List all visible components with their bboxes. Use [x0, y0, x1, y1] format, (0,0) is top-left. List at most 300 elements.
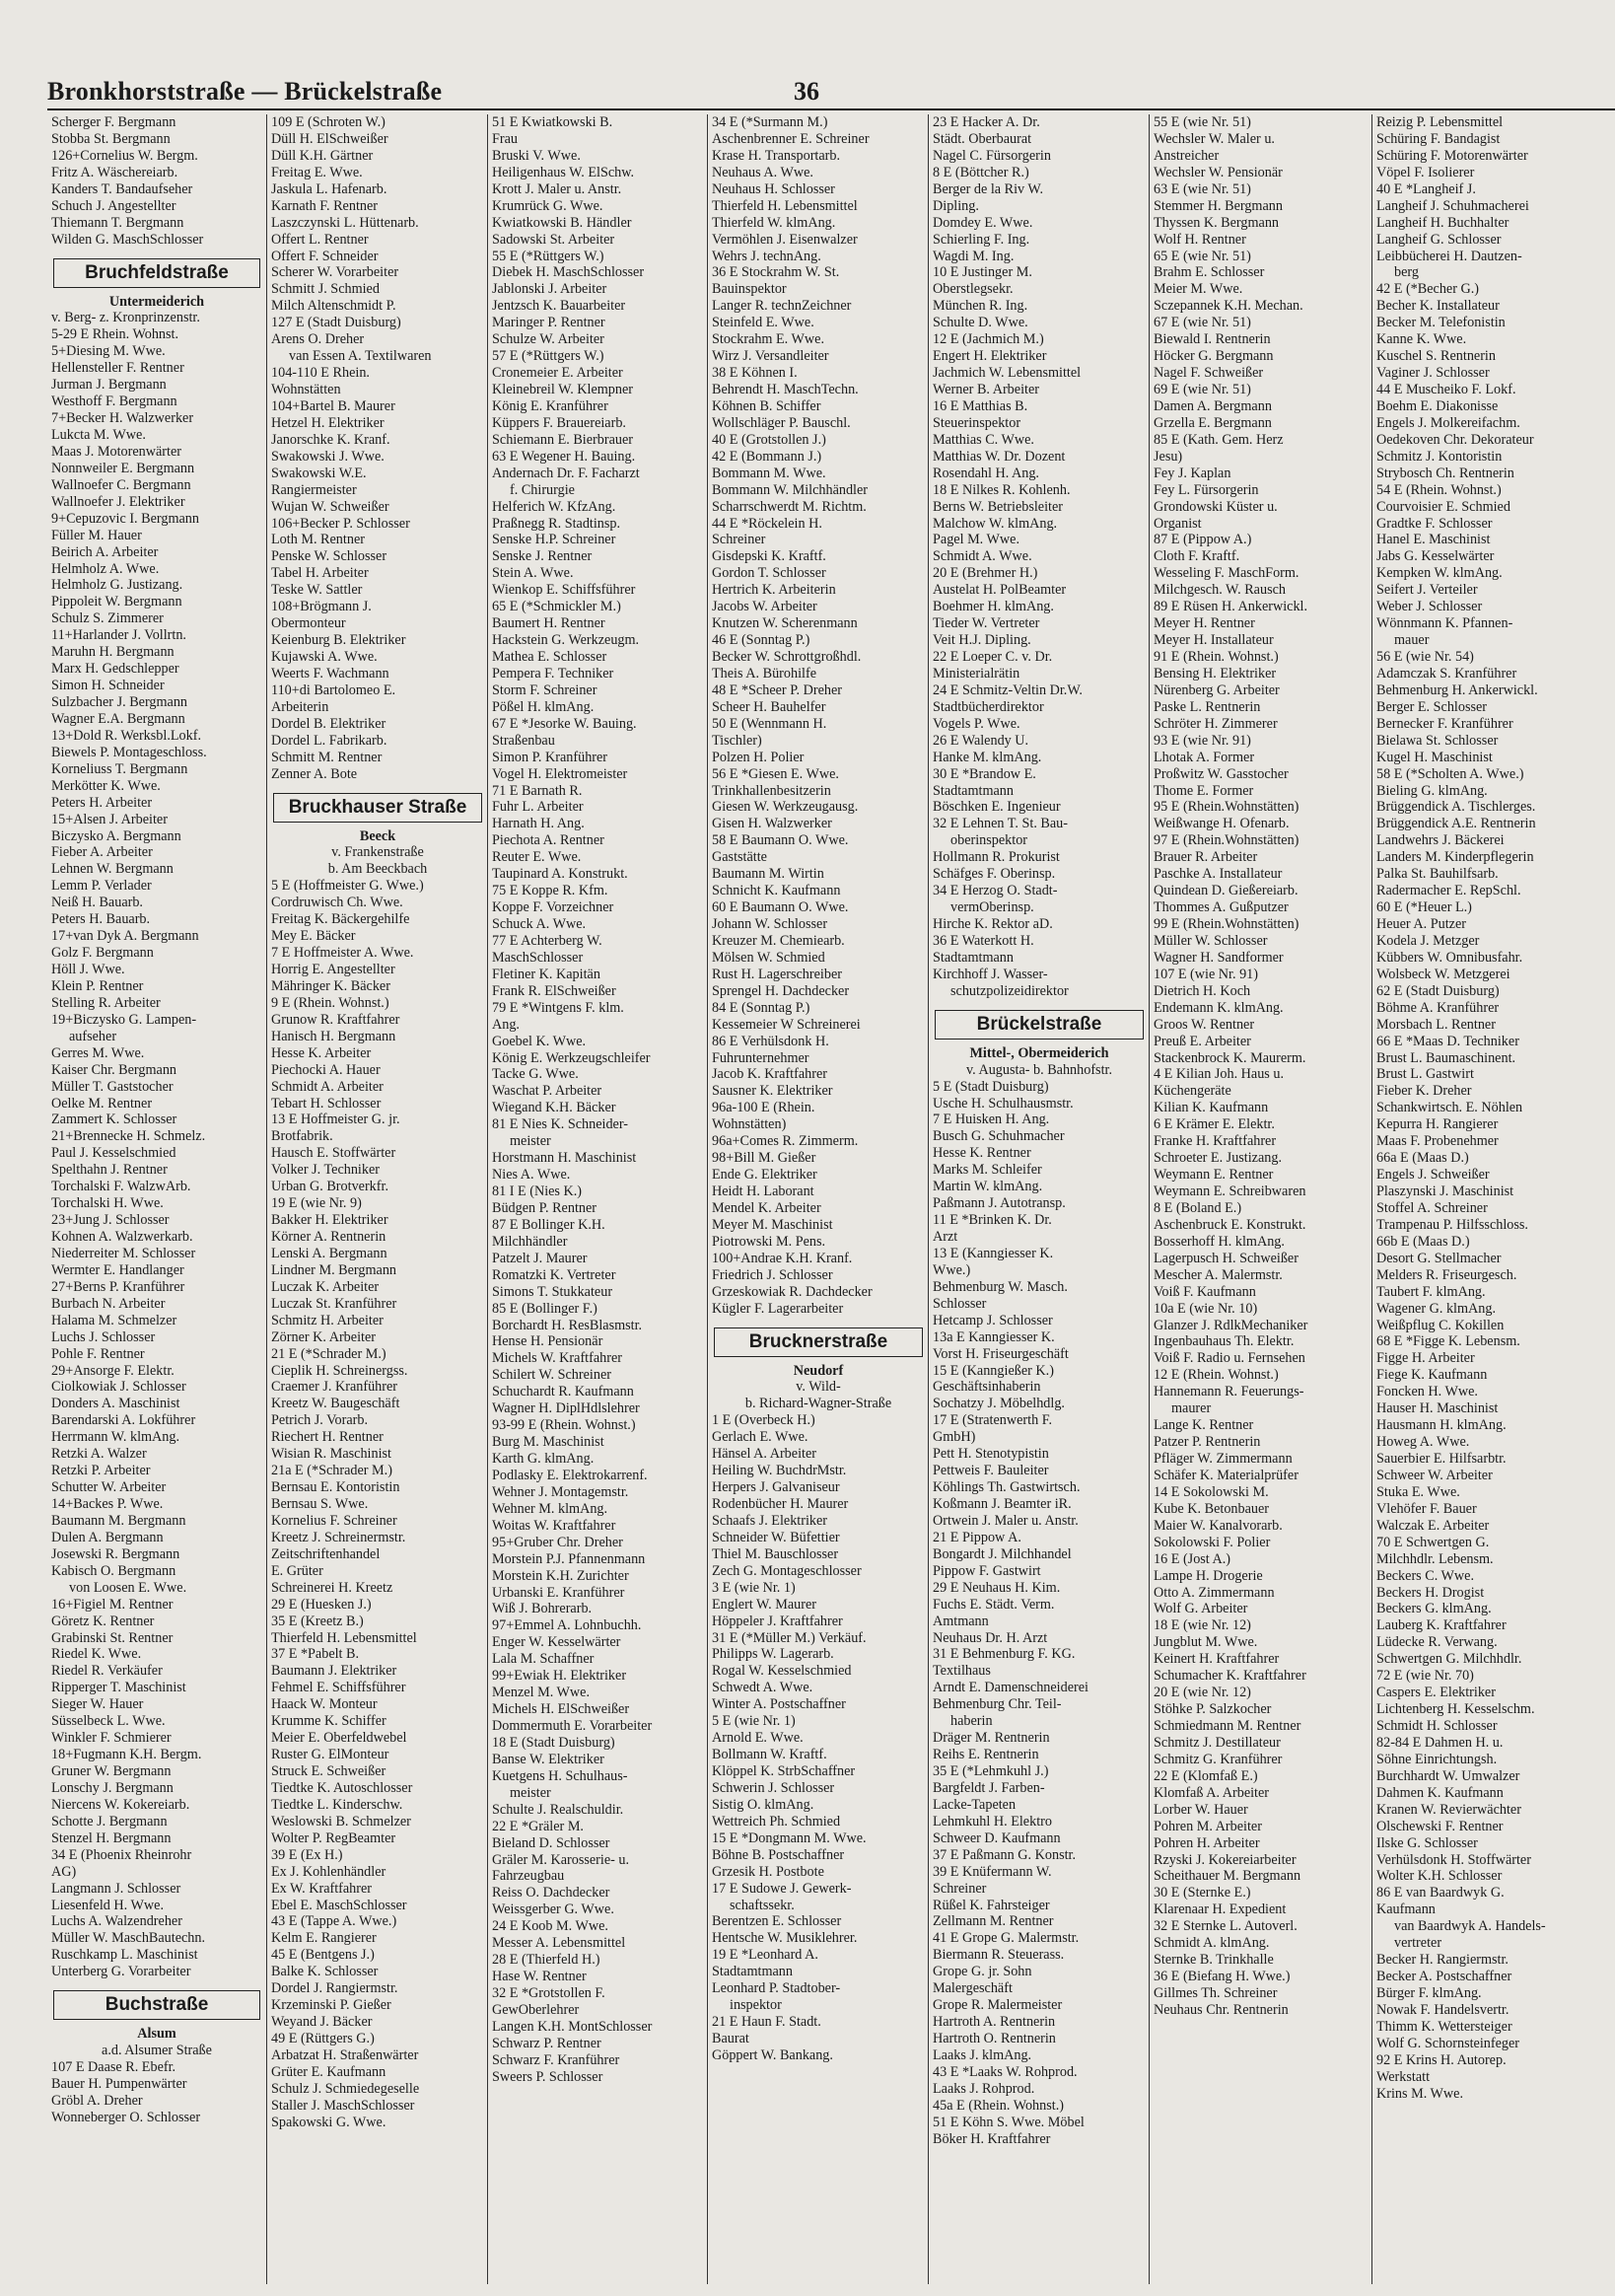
- directory-entry: Jachmich W. Lebensmittel: [933, 365, 1082, 382]
- street-heading: Bruckhauser Straße: [273, 793, 482, 823]
- directory-entry: 70 E Schwertgen G.: [1376, 1534, 1490, 1550]
- directory-entry: Lala M. Schaffner: [492, 1651, 595, 1668]
- directory-entry: Biewels P. Montageschloss.: [51, 744, 207, 760]
- directory-entry: Schwarz F. Kranführer: [492, 2051, 620, 2068]
- directory-entry: Tiedtke K. Autoschlosser: [271, 1779, 413, 1796]
- directory-entry: 21 E Pippow A.: [933, 1529, 1021, 1545]
- directory-entry: 18+Fugmann K.H. Bergm.: [51, 1747, 202, 1763]
- street-heading: Brucknerstraße: [714, 1327, 923, 1357]
- directory-entry: Michels W. Kraftfahrer: [492, 1350, 622, 1367]
- directory-entry: Langheif H. Buchhalter: [1376, 214, 1510, 231]
- directory-entry: Karnath F. Rentner: [271, 197, 378, 214]
- directory-entry: Hänsel A. Arbeiter: [712, 1446, 816, 1463]
- directory-entry: Schwarz P. Rentner: [492, 2035, 601, 2051]
- directory-entry: Straßenbau: [492, 732, 555, 749]
- header-title: Bronkhorststraße — Brückelstraße: [47, 77, 443, 106]
- column-1: [47, 114, 266, 2284]
- directory-entry: Riedel R. Verkäufer: [51, 1663, 163, 1680]
- directory-entry: Mescher A. Malermstr.: [1154, 1266, 1283, 1283]
- directory-entry: Koßmann J. Beamter iR.: [933, 1496, 1072, 1512]
- directory-entry: Andernach Dr. F. Facharzt: [492, 465, 640, 481]
- directory-entry: Ruschkamp L. Maschinist: [51, 1947, 198, 1964]
- directory-entry: Behmenburg H. Ankerwickl.: [1376, 682, 1538, 698]
- directory-entry: Pippow F. Gastwirt: [933, 1562, 1041, 1579]
- directory-entry: Kohnen A. Walzwerkarb.: [51, 1229, 193, 1245]
- directory-entry: Kodela J. Metzger: [1376, 932, 1480, 949]
- directory-entry: Matthias W. Dr. Dozent: [933, 448, 1066, 465]
- directory-entry: Sulzbacher J. Bergmann: [51, 694, 188, 710]
- directory-entry: 48 E *Scheer P. Dreher: [712, 682, 842, 698]
- directory-entry: Simon H. Schneider: [51, 678, 165, 694]
- directory-entry: Füller M. Hauer: [51, 527, 142, 543]
- directory-entry: Kabisch O. Bergmann: [51, 1562, 176, 1579]
- directory-entry: Gillmes Th. Schreiner: [1154, 1985, 1278, 2001]
- directory-entry: Harnath H. Ang.: [492, 816, 585, 832]
- directory-entry: 67 E *Jesorke W. Bauing.: [492, 715, 637, 732]
- directory-entry: 66a E (Maas D.): [1376, 1150, 1469, 1167]
- directory-entry: 17+van Dyk A. Bergmann: [51, 928, 199, 945]
- directory-entry: Schmitt J. Schmied: [271, 281, 380, 298]
- directory-entry: Schotte J. Bergmann: [51, 1813, 168, 1830]
- directory-entry: Wechsler W. Pensionär: [1154, 164, 1283, 180]
- directory-entry: 13 E (Kanngiesser K.: [933, 1245, 1054, 1261]
- directory-entry: Groos W. Rentner: [1154, 1016, 1255, 1033]
- directory-entry: Weymann E. Schreibwaren: [1154, 1184, 1306, 1199]
- directory-entry: Lukcta M. Wwe.: [51, 427, 146, 443]
- directory-entry: Gröbl A. Dreher: [51, 2092, 143, 2109]
- directory-entry: Bakker H. Elektriker: [271, 1212, 388, 1229]
- directory-entry: Brotfabrik.: [271, 1128, 333, 1145]
- directory-entry: Adamczak S. Kranführer: [1376, 665, 1517, 682]
- directory-entry: 21+Brennecke H. Schmelz.: [51, 1128, 206, 1145]
- directory-entry: König E. Werkzeugschleifer: [492, 1049, 651, 1066]
- directory-entry: Menzel M. Wwe.: [492, 1685, 591, 1701]
- directory-entry: Thimm K. Wettersteiger: [1376, 2018, 1512, 2035]
- directory-entry: Damen A. Bergmann: [1154, 397, 1272, 414]
- directory-entry: Göppert W. Bankang.: [712, 2046, 833, 2063]
- directory-entry: Torchalski F. WalzwArb.: [51, 1179, 191, 1195]
- directory-entry: Luchs A. Walzendreher: [51, 1913, 182, 1930]
- header-rule: [47, 108, 1615, 110]
- directory-entry: Torchalski H. Wwe.: [51, 1195, 164, 1212]
- directory-entry: van Essen A. Textilwaren: [289, 348, 432, 365]
- directory-entry: Bieland D. Schlosser: [492, 1834, 610, 1851]
- directory-entry: Schreiner: [712, 532, 766, 548]
- directory-entry: 67 E (wie Nr. 51): [1154, 315, 1251, 331]
- directory-entry: Patzelt J. Maurer: [492, 1250, 588, 1266]
- directory-entry: Nagel F. Schweißer: [1154, 365, 1264, 382]
- directory-entry: Meyer H. Rentner: [1154, 615, 1255, 632]
- directory-entry: Hentsche W. Musiklehrer.: [712, 1930, 858, 1947]
- directory-entry: Bielawa St. Schlosser: [1376, 732, 1499, 749]
- directory-entry: Weber J. Schlosser: [1376, 599, 1483, 615]
- directory-entry: 13a E Kanngiesser K.: [933, 1328, 1055, 1345]
- directory-entry: Storm F. Schreiner: [492, 682, 597, 698]
- directory-entry: Offert L. Rentner: [271, 231, 369, 248]
- directory-entry: Lauberg K. Kraftfahrer: [1376, 1617, 1507, 1634]
- directory-entry: Schüring F. Motorenwärter: [1376, 147, 1528, 164]
- directory-entry: Weyand J. Bäcker: [271, 2014, 373, 2031]
- directory-entry: Urbanski E. Kranführer: [492, 1584, 625, 1601]
- directory-entry: 87 E (Pippow A.): [1154, 532, 1252, 548]
- directory-entry: Radermacher E. RepSchl.: [1376, 883, 1521, 899]
- directory-entry: Rodenbücher H. Maurer: [712, 1496, 849, 1512]
- directory-entry: vertreter: [1394, 1935, 1442, 1952]
- directory-entry: Maas J. Motorenwärter: [51, 443, 181, 460]
- directory-entry: 85 E (Bollinger F.): [492, 1300, 597, 1317]
- directory-entry: Milchgesch. W. Rausch: [1154, 582, 1286, 599]
- directory-entry: Tiedtke L. Kinderschw.: [271, 1796, 403, 1813]
- directory-entry: Schmitz G. Kranführer: [1154, 1751, 1283, 1767]
- directory-entry: Figge H. Arbeiter: [1376, 1350, 1475, 1367]
- directory-entry: Beckers C. Wwe.: [1376, 1567, 1475, 1584]
- directory-entry: Hirche K. Rektor aD.: [933, 916, 1053, 932]
- directory-entry: Oedekoven Chr. Dekorateur: [1376, 431, 1534, 448]
- directory-entry: Lemm P. Verlader: [51, 878, 152, 895]
- directory-entry: Vaginer J. Schlosser: [1376, 365, 1490, 382]
- directory-entry: 87 E Bollinger K.H.: [492, 1216, 605, 1233]
- directory-entry: Küppers F. Brauereiarb.: [492, 414, 626, 431]
- directory-entry: Wagdi M. Ing.: [933, 248, 1015, 264]
- directory-entry: 86 E Verhülsdonk H.: [712, 1033, 829, 1049]
- directory-entry: Schäfges F. Oberinsp.: [933, 866, 1056, 883]
- directory-entry: Burbach N. Arbeiter: [51, 1295, 166, 1312]
- directory-entry: 58 E (*Scholten A. Wwe.): [1376, 765, 1524, 782]
- directory-entry: Oberstlegsekr.: [933, 281, 1014, 298]
- directory-entry: Ruster G. ElMonteur: [271, 1747, 389, 1763]
- directory-entry: Westhoff F. Bergmann: [51, 394, 177, 410]
- directory-entry: 3 E (wie Nr. 1): [712, 1579, 796, 1596]
- directory-entry: Fiege K. Kaufmann: [1376, 1367, 1488, 1384]
- district-label: Mittel-, Obermeiderich: [969, 1044, 1109, 1061]
- directory-entry: Schuch J. Angestellter: [51, 197, 176, 214]
- directory-entry: Halama M. Schmelzer: [51, 1312, 177, 1328]
- directory-entry: Schulte J. Realschuldir.: [492, 1801, 624, 1818]
- directory-entry: Reihs E. Rentnerin: [933, 1747, 1039, 1763]
- directory-entry: Küchengeräte: [1154, 1083, 1231, 1100]
- directory-entry: Hartroth O. Rentnerin: [933, 2031, 1056, 2046]
- directory-entry: Praßnegg R. Stadtinsp.: [492, 515, 621, 532]
- directory-entry: Höcker G. Bergmann: [1154, 348, 1274, 365]
- directory-entry: 26 E Walendy U.: [933, 732, 1029, 749]
- directory-entry: Landwehrs J. Bäckerei: [1376, 832, 1505, 849]
- directory-entry: 16 E (Jost A.): [1154, 1550, 1231, 1567]
- directory-entry: Volker J. Techniker: [271, 1162, 380, 1179]
- directory-entry: Trinkhallenbesitzerin: [712, 782, 831, 799]
- directory-entry: 36 E Waterkott H.: [933, 932, 1034, 949]
- directory-entry: 11+Harlander J. Vollrtn.: [51, 627, 186, 644]
- directory-entry: 17 E Sudowe J. Gewerk-: [712, 1880, 852, 1897]
- directory-entry: Spelthahn J. Rentner: [51, 1162, 168, 1179]
- directory-entry: 19 E (wie Nr. 9): [271, 1195, 362, 1212]
- directory-entry: schaftssekr.: [730, 1897, 795, 1913]
- directory-entry: Nonnweiler E. Bergmann: [51, 460, 195, 476]
- directory-entry: Grzeskowiak R. Dachdecker: [712, 1283, 873, 1300]
- directory-entry: Wienkop E. Schiffsführer: [492, 582, 636, 599]
- directory-entry: Kuschel S. Rentnerin: [1376, 348, 1496, 365]
- directory-entry: Lüdecke R. Verwang.: [1376, 1634, 1498, 1651]
- directory-entry: Fey L. Fürsorgerin: [1154, 481, 1259, 498]
- directory-entry: 10a E (wie Nr. 10): [1154, 1300, 1258, 1317]
- directory-entry: Langen K.H. MontSchlosser: [492, 2018, 653, 2035]
- directory-entry: 51 E Kwiatkowski B.: [492, 114, 613, 130]
- directory-entry: Matthias C. Wwe.: [933, 431, 1034, 448]
- directory-entry: Lindner M. Bergmann: [271, 1261, 397, 1278]
- directory-entry: Kepurra H. Rangierer: [1376, 1116, 1499, 1133]
- directory-entry: 14+Backes P. Wwe.: [51, 1496, 164, 1512]
- directory-entry: 58 E Baumann O. Wwe.: [712, 832, 849, 849]
- directory-entry: Brüggendick A.E. Rentnerin: [1376, 816, 1536, 832]
- directory-entry: 31 E Behmenburg F. KG.: [933, 1646, 1076, 1663]
- directory-entry: mauer: [1394, 632, 1430, 649]
- directory-entry: Vermöhlen J. Eisenwalzer: [712, 231, 858, 248]
- directory-entry: f. Chirurgie: [510, 481, 575, 498]
- directory-entry: Maier W. Kanalvorarb.: [1154, 1517, 1283, 1534]
- directory-entry: Kranen W. Revierwächter: [1376, 1801, 1521, 1818]
- directory-entry: Dräger M. Rentnerin: [933, 1730, 1050, 1747]
- directory-entry: Bosserhoff H. klmAng.: [1154, 1233, 1285, 1250]
- directory-entry: Biermann R. Steuerass.: [933, 1947, 1065, 1964]
- directory-entry: Pohren H. Arbeiter: [1154, 1834, 1260, 1851]
- directory-entry: König E. Kranführer: [492, 397, 608, 414]
- directory-entry: Dulen A. Bergmann: [51, 1529, 164, 1545]
- directory-entry: Aschenbruck E. Konstrukt.: [1154, 1216, 1306, 1233]
- directory-entry: 29+Ansorge F. Elektr.: [51, 1362, 175, 1379]
- directory-entry: Schmiedmann M. Rentner: [1154, 1718, 1301, 1734]
- directory-entry: Landers M. Kinderpflegerin: [1376, 849, 1534, 866]
- directory-entry: Kessemeier W Schreinerei: [712, 1016, 861, 1033]
- directory-entry: 24 E Koob M. Wwe.: [492, 1918, 608, 1935]
- directory-entry: 42 E (*Becher G.): [1376, 281, 1480, 298]
- directory-entry: Melders R. Friseurgesch.: [1376, 1266, 1517, 1283]
- directory-entry: Schmidt A. klmAng.: [1154, 1935, 1270, 1952]
- directory-entry: Wehner M. klmAng.: [492, 1500, 608, 1517]
- directory-entry: 45a E (Rhein. Wohnst.): [933, 2097, 1064, 2114]
- directory-entry: 5 E (wie Nr. 1): [712, 1713, 796, 1730]
- directory-entry: 18 E (wie Nr. 12): [1154, 1617, 1251, 1634]
- directory-entry: Otto A. Zimmermann: [1154, 1584, 1275, 1601]
- directory-entry: Aschenbrenner E. Schreiner: [712, 130, 870, 147]
- directory-entry: Berns W. Betriebsleiter: [933, 498, 1063, 515]
- directory-entry: Sczepannek K.H. Mechan.: [1154, 298, 1303, 315]
- directory-entry: 77 E Achterberg W.: [492, 932, 602, 949]
- directory-entry: 23+Jung J. Schlosser: [51, 1212, 170, 1229]
- directory-entry: 41 E Grope G. Malermstr.: [933, 1930, 1080, 1947]
- directory-entry: Golz F. Bergmann: [51, 945, 154, 962]
- directory-entry: Kaiser Chr. Bergmann: [51, 1061, 177, 1078]
- directory-entry: Tieder W. Vertreter: [933, 615, 1040, 632]
- directory-entry: Kugel H. Maschinist: [1376, 749, 1493, 765]
- directory-entry: Baumann J. Elektriker: [271, 1663, 397, 1680]
- directory-entry: Donders A. Maschinist: [51, 1396, 180, 1412]
- directory-entry: Süsselbeck L. Wwe.: [51, 1713, 166, 1730]
- directory-entry: Boehm E. Diakonisse: [1376, 397, 1499, 414]
- directory-entry: Korneliuss T. Bergmann: [51, 760, 188, 777]
- directory-entry: 11 E *Brinken K. Dr.: [933, 1212, 1052, 1229]
- directory-entry: Urban G. Brotverkfr.: [271, 1179, 388, 1195]
- directory-entry: 46 E (Sonntag P.): [712, 632, 810, 649]
- directory-entry: 91 E (Rhein. Wohnst.): [1154, 649, 1279, 665]
- directory-entry: Wallnoefer C. Bergmann: [51, 476, 191, 493]
- directory-entry: Gradtke F. Schlosser: [1376, 515, 1493, 532]
- directory-entry: Ortwein J. Maler u. Anstr.: [933, 1512, 1079, 1529]
- directory-entry: Reuter E. Wwe.: [492, 849, 582, 866]
- page-header: [47, 77, 1615, 107]
- directory-entry: Pößel H. klmAng.: [492, 698, 595, 715]
- directory-entry: Morstein P.J. Pfannenmann: [492, 1550, 646, 1567]
- directory-entry: Klomfaß A. Arbeiter: [1154, 1784, 1270, 1801]
- directory-entry: 4 E Kilian Joh. Haus u.: [1154, 1066, 1285, 1083]
- directory-entry: Peters H. Bauarb.: [51, 911, 151, 928]
- directory-entry: Luczak K. Arbeiter: [271, 1278, 380, 1295]
- directory-entry: Staller J. MaschSchlosser: [271, 2097, 415, 2114]
- directory-entry: Meier M. Wwe.: [1154, 281, 1243, 298]
- directory-entry: Kuetgens H. Schulhaus-: [492, 1767, 628, 1784]
- street-range-label: v. Wild-: [796, 1379, 841, 1396]
- directory-entry: Liesenfeld H. Wwe.: [51, 1897, 164, 1913]
- directory-entry: Endemann K. klmAng.: [1154, 999, 1284, 1016]
- directory-entry: Böker H. Kraftfahrer: [933, 2130, 1051, 2147]
- directory-entry: Stemmer H. Bergmann: [1154, 197, 1283, 214]
- directory-entry: Krott J. Maler u. Anstr.: [492, 180, 622, 197]
- directory-entry: Göretz K. Rentner: [51, 1613, 155, 1629]
- directory-entry: Thiel M. Bauschlosser: [712, 1545, 839, 1562]
- directory-entry: Winkler F. Schmierer: [51, 1730, 172, 1747]
- directory-entry: Neuhaus Dr. H. Arzt: [933, 1629, 1048, 1646]
- directory-entry: Steuerinspektor: [933, 414, 1021, 431]
- directory-entry: 99 E (Rhein.Wohnstätten): [1154, 916, 1299, 932]
- directory-entry: Schmidt A. Arbeiter: [271, 1078, 384, 1095]
- directory-entry: Reiss O. Dachdecker: [492, 1885, 610, 1901]
- directory-entry: Fletiner K. Kapitän: [492, 966, 600, 982]
- directory-entry: Stadtamtmann: [933, 782, 1014, 799]
- directory-entry: Schuchardt R. Kaufmann: [492, 1384, 634, 1400]
- directory-entry: Proßwitz W. Gasstocher: [1154, 765, 1289, 782]
- directory-entry: Haack W. Monteur: [271, 1696, 378, 1713]
- directory-entry: Taubert F. klmAng.: [1376, 1283, 1486, 1300]
- directory-entry: Fuchs E. Städt. Verm.: [933, 1596, 1055, 1613]
- directory-entry: Becker M. Telefonistin: [1376, 315, 1506, 331]
- directory-entry: 21a E (*Schrader M.): [271, 1463, 392, 1479]
- directory-entry: Berentzen E. Schlosser: [712, 1913, 842, 1930]
- directory-entry: Schwedt A. Wwe.: [712, 1680, 813, 1696]
- directory-entry: Sistig O. klmAng.: [712, 1796, 814, 1813]
- directory-entry: Sternke B. Trinkhalle: [1154, 1952, 1274, 1969]
- directory-entry: Fritz A. Wäschereiarb.: [51, 164, 178, 180]
- directory-entry: Piechota A. Rentner: [492, 832, 604, 849]
- directory-entry: Thiemann T. Bergmann: [51, 214, 184, 231]
- directory-entry: Reizig P. Lebensmittel: [1376, 114, 1504, 130]
- directory-entry: Schmitz H. Arbeiter: [271, 1312, 384, 1328]
- directory-entry: Berger de la Riv W.: [933, 180, 1044, 197]
- directory-entry: maurer: [1171, 1400, 1212, 1417]
- directory-entry: vermOberinsp.: [950, 899, 1034, 916]
- directory-entry: Schierling F. Ing.: [933, 231, 1030, 248]
- directory-entry: 7 E Huisken H. Ang.: [933, 1112, 1050, 1128]
- directory-entry: AG): [51, 1863, 77, 1880]
- directory-entry: 50 E (Wennmann H.: [712, 715, 827, 732]
- directory-entry: Köhlings Th. Gastwirtsch.: [933, 1479, 1081, 1496]
- directory-entry: Biczysko A. Bergmann: [51, 827, 181, 844]
- directory-entry: E. Grüter: [271, 1562, 323, 1579]
- directory-entry: Düll H. ElSchweißer: [271, 130, 388, 147]
- directory-entry: Ex J. Kohlenhändler: [271, 1863, 386, 1880]
- directory-entry: Thierfeld H. Lebensmittel: [271, 1629, 417, 1646]
- directory-entry: Courvoisier E. Schmied: [1376, 498, 1510, 515]
- directory-entry: Neiß H. Bauarb.: [51, 895, 143, 911]
- directory-entry: GewOberlehrer: [492, 2001, 580, 2018]
- directory-entry: Thyssen K. Bergmann: [1154, 214, 1280, 231]
- directory-entry: Domdey E. Wwe.: [933, 214, 1033, 231]
- directory-entry: Neuhaus H. Schlosser: [712, 180, 835, 197]
- directory-entry: 5 E (Stadt Duisburg): [933, 1078, 1049, 1095]
- directory-entry: Bernecker F. Kranführer: [1376, 715, 1513, 732]
- directory-entry: Behrendt H. MaschTechn.: [712, 382, 859, 397]
- directory-entry: 17 E (Stratenwerth F.: [933, 1412, 1053, 1429]
- directory-entry: Werkstatt: [1376, 2068, 1431, 2085]
- directory-entry: Rust H. Lagerschreiber: [712, 966, 842, 982]
- directory-entry: Cieplik H. Schreinergss.: [271, 1362, 408, 1379]
- directory-entry: Wirz J. Versandleiter: [712, 348, 829, 365]
- directory-entry: Thome E. Former: [1154, 782, 1254, 799]
- directory-entry: Josewski R. Bergmann: [51, 1545, 180, 1562]
- directory-entry: 32 E Sternke L. Autoverl.: [1154, 1918, 1298, 1935]
- directory-entry: Woitas W. Kraftfahrer: [492, 1517, 616, 1534]
- directory-entry: von Loosen E. Wwe.: [69, 1579, 187, 1596]
- directory-entry: Hense H. Pensionär: [492, 1333, 603, 1350]
- directory-entry: Luchs J. Schlosser: [51, 1328, 156, 1345]
- directory-entry: Nürenberg G. Arbeiter: [1154, 682, 1280, 698]
- directory-entry: 35 E (Kreetz B.): [271, 1613, 364, 1629]
- column-3: [487, 114, 708, 2284]
- directory-entry: Marx H. Gedschlepper: [51, 661, 179, 678]
- directory-entry: Ilske G. Schlosser: [1376, 1834, 1478, 1851]
- directory-entry: 49 E (Rüttgers G.): [271, 2031, 375, 2046]
- directory-entry: Textilhaus: [933, 1663, 991, 1680]
- directory-entry: Rogal W. Kesselschmied: [712, 1663, 852, 1680]
- directory-entry: Paschke A. Installateur: [1154, 866, 1283, 883]
- directory-entry: Ang.: [492, 1016, 520, 1033]
- directory-entry: Weißwange H. Ofenarb.: [1154, 816, 1290, 832]
- directory-entry: 54 E (Rhein. Wohnst.): [1376, 481, 1502, 498]
- directory-entry: 39 E (Ex H.): [271, 1846, 343, 1863]
- directory-entry: Podlasky E. Elektrokarrenf.: [492, 1467, 648, 1483]
- directory-entry: Steinfeld E. Wwe.: [712, 315, 814, 331]
- directory-entry: Senske H.P. Schreiner: [492, 532, 616, 548]
- directory-entry: Kelm E. Rangierer: [271, 1930, 377, 1947]
- directory-entry: Wettreich Ph. Schmied: [712, 1813, 841, 1830]
- directory-entry: Weissgerber G. Wwe.: [492, 1901, 614, 1918]
- directory-entry: Klöppel K. StrbSchaffner: [712, 1763, 856, 1779]
- directory-entry: Kujawski A. Wwe.: [271, 649, 378, 665]
- directory-entry: Enger W. Kesselwärter: [492, 1634, 621, 1651]
- directory-entry: Sieger W. Hauer: [51, 1696, 144, 1713]
- directory-entry: Nagel C. Fürsorgerin: [933, 147, 1051, 164]
- directory-entry: Frank R. ElSchweißer: [492, 982, 616, 999]
- directory-entry: Englert W. Maurer: [712, 1596, 816, 1613]
- directory-entry: Schreinerei H. Kreetz: [271, 1579, 393, 1596]
- directory-entry: Retzki A. Walzer: [51, 1446, 147, 1463]
- directory-entry: Lehmkuhl H. Elektro: [933, 1813, 1052, 1830]
- directory-entry: 31 E (*Müller M.) Verkäuf.: [712, 1629, 867, 1646]
- directory-entry: 110+di Bartolomeo E.: [271, 682, 396, 698]
- directory-entry: Koppe F. Vorzeichner: [492, 899, 614, 916]
- street-heading: Bruchfeldstraße: [53, 258, 260, 288]
- directory-entry: Klarenaar H. Expedient: [1154, 1901, 1287, 1918]
- directory-entry: 63 E (wie Nr. 51): [1154, 180, 1251, 197]
- directory-entry: Nowak F. Handelsvertr.: [1376, 2001, 1510, 2018]
- directory-entry: Schaafs J. Elektriker: [712, 1512, 828, 1529]
